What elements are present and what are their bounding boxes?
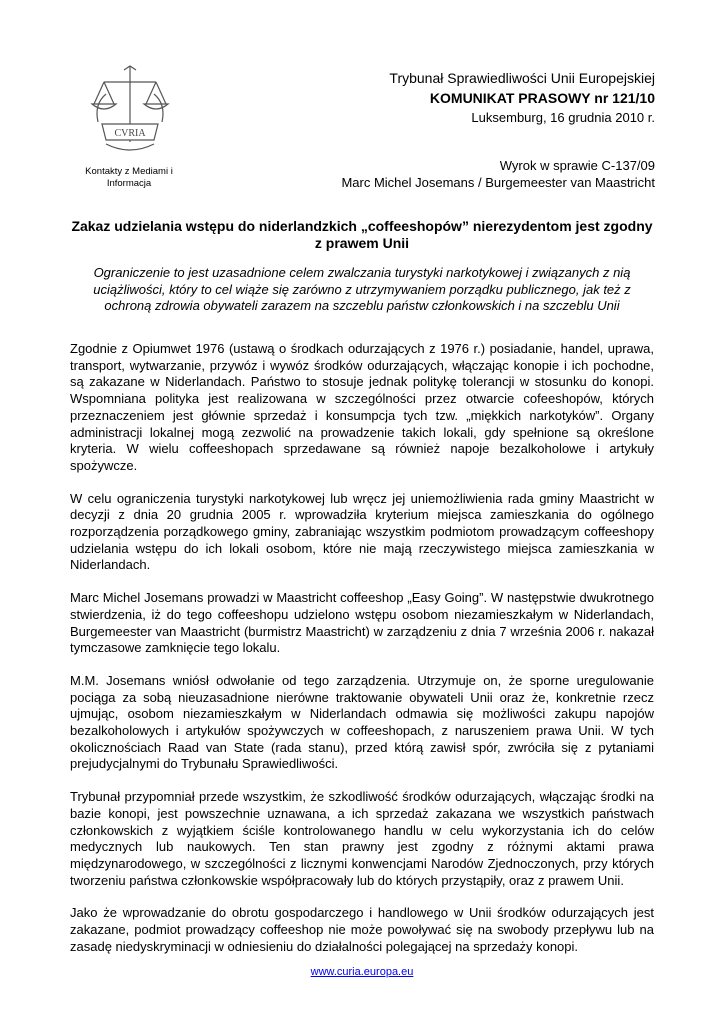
logo-text: CVRIA (114, 128, 146, 139)
curia-website-link[interactable]: www.curia.europa.eu (310, 966, 414, 978)
media-contacts-label: Kontakty z Mediami i Informacja (85, 166, 173, 189)
page-subtitle: Ograniczenie to jest uzasadnione celem zwalczania turystyki narkotykowej i związanych z nią uciążliwości, który to cel wiąże się zarówno z utrzymywaniem porządku publicznego, jak też z ochroną zdrowia obywateli zarazem na szczeblu państw członkowskich i na szczeblu Unii (93, 265, 631, 313)
page-title: Zakaz udzielania wstępu do niderlandzkich „coffeeshopów” nierezydentom jest zgodny z prawem Unii (71, 218, 653, 251)
paragraph: Trybunał przypomniał przede wszystkim, że szkodliwość środków odurzających, włączając środki na bazie konopi, jest powszechnie uznawana, a ich sprzedaż zakazana we wszystkich państwach członkowskich z wyjątkiem ściśle kontrolowanego handlu w celu wykorzystania ich do celów medycznych lub naukowych. Ten stan prawny jest zgodny z różnymi aktami prawa międzynarodowego, w szczególności z licznymi konwencjami Narodów Zjednoczonych, przy których tworzeniu państwa członkowskie współpracowały lub do których przystąpiły, oraz z prawem Unii. (70, 789, 654, 888)
footer (0, 966, 724, 978)
paragraph: M.M. Josemans wniósł odwołanie od tego zarządzenia. Utrzymuje on, że sporne uregulowanie pociąga za sobą nieuzasadnione nierówne traktowanie obywateli Unii oraz że, konkretnie rzecz ujmując, osobom niezamieszkałym w Niderlandach odmawia się możliwości zakupu napojów bezalkoholowych i artykułów spożywczych w coffeeshopach, z naruszeniem prawa Unii. W tych okolicznościach Raad van State (rada stanu), przed którą zawisł spór, zwróciła się z pytaniami prejudycjalnymi do Trybunału Sprawiedliwości. (70, 672, 654, 772)
curia-logo (84, 64, 176, 160)
court-name: Trybunał Sprawiedliwości Unii Europejskiej (389, 70, 655, 86)
paragraph: Zgodnie z Opiumwet 1976 (ustawą o środkach odurzających z 1976 r.) posiadanie, handel, uprawa, transport, wytwarzanie, przywóz i wywóz środków odurzających, włączając konopie i ich pochodne, są zakazane w Niderlandach. Państwo to stosuje jednak politykę tolerancji w stosunku do konopi. Wspomniana polityka jest realizowana w szczególności przez otwarcie cofeeshopów, których przeznaczeniem jest głównie sprzedaż i konsumpcja tych tzw. „miękkich narkotyków”. Organy administracji lokalnej mogą zezwolić na prowadzenie takich lokali, gdy spełnione są określone kryteria. W wielu coffeeshopach sprzedawane są również napoje bezalkoholowe i artykuły spożywcze. (70, 341, 654, 473)
paragraph: Marc Michel Josemans prowadzi w Maastricht coffeeshop „Easy Going”. W następstwie dwukrotnego stwierdzenia, iż do tego coffeeshopu udzielono wstępu osobom niezamieszkałym w Niderlandach, Burgemeester van Maastricht (burmistrz Maastricht) w zarządzeniu z dnia 7 września 2006 r. nakazał tymczasowe zamknięcie tego lokalu. (70, 590, 654, 656)
article-body (70, 341, 654, 972)
paragraph: W celu ograniczenia turystyki narkotykowej lub wręcz jej uniemożliwienia rada gminy Maastricht w decyzji z dnia 20 grudnia 2005 r. wprowadziła kryterium miejsca zamieszkania do ogólnego rozporządzenia porządkowego gminy, zabraniając wszystkim podmiotom prowadzącym coffeeshopy udzielania wstępu do ich lokali osobom, które nie mają rzeczywistego miejsca zamieszkania w Niderlandach. (70, 490, 654, 573)
place-date: Luksemburg, 16 grudnia 2010 r. (471, 110, 655, 125)
case-parties: Marc Michel Josemans / Burgemeester van Maastricht (341, 175, 655, 190)
case-number: Wyrok w sprawie C-137/09 (499, 158, 655, 173)
press-release-number: KOMUNIKAT PRASOWY nr 121/10 (429, 90, 655, 106)
paragraph: Jako że wprowadzanie do obrotu gospodarczego i handlowego w Unii środków odurzających jest zakazane, podmiot prowadzący coffeeshop nie może powoływać się na swobody przepływu lub na zasadę niedyskryminacji w odniesieniu do działalności polegającej na sprzedaży konopi. (70, 905, 654, 954)
